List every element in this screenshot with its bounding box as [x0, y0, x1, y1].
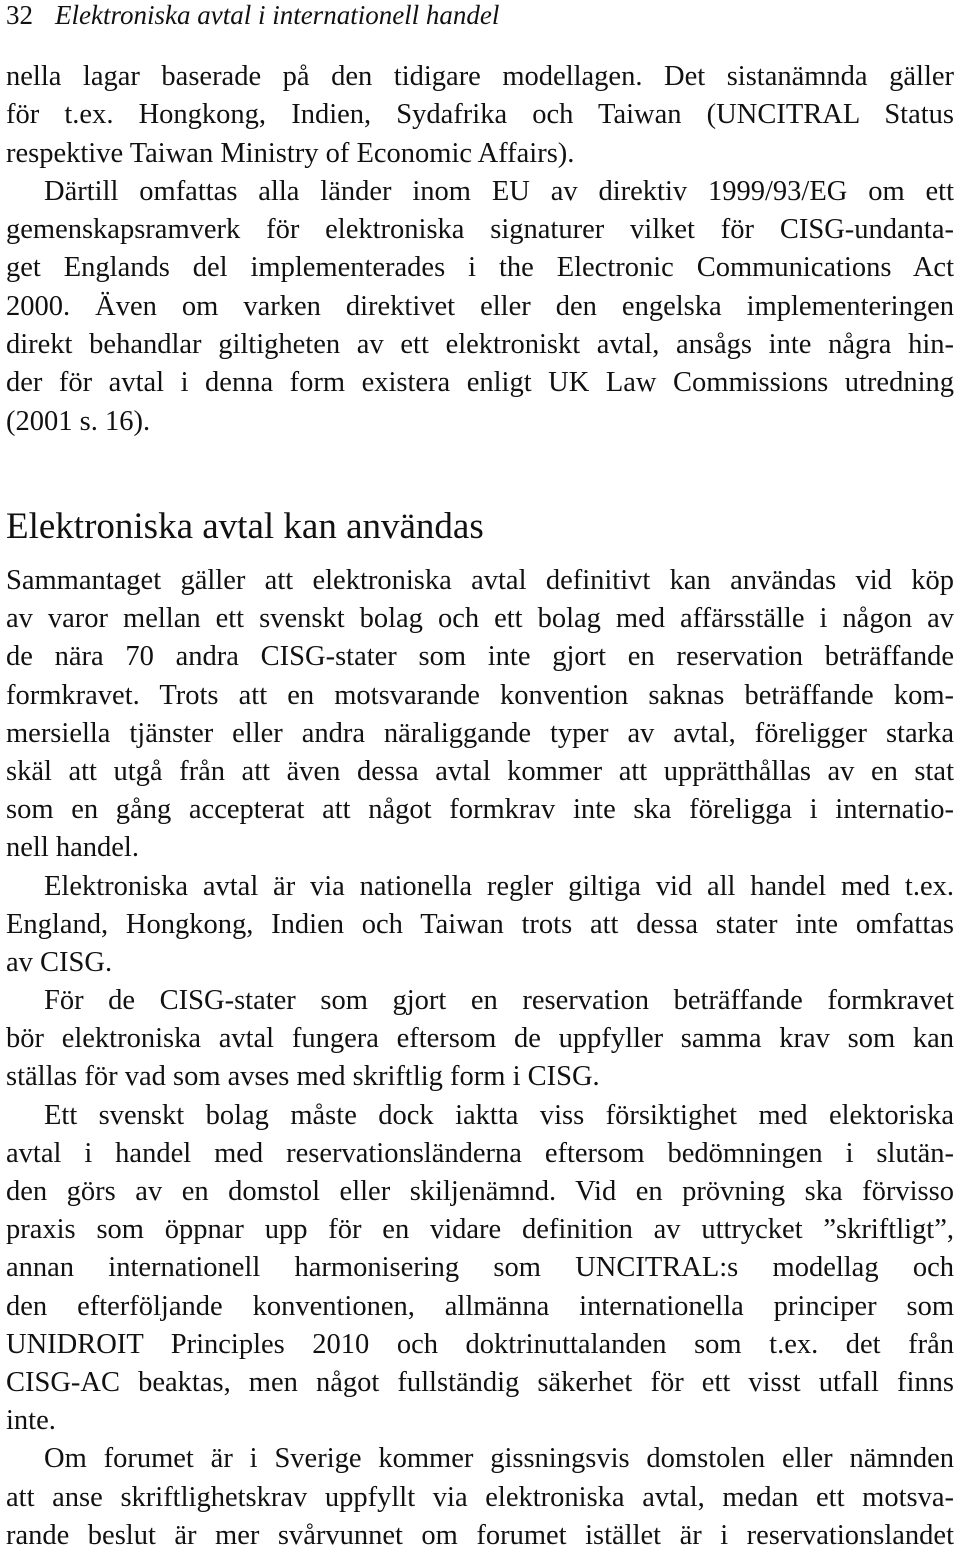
text-line: att anse skriftlighetskrav uppfyllt via elektroniska avtal, medan ett motsva- — [6, 1481, 954, 1513]
text-line: UNIDROIT Principles 2010 och doktrinuttalanden som t.ex. det från — [6, 1328, 954, 1360]
text-line: der för avtal i denna form existera enligt UK Law Commissions utredning — [6, 367, 954, 399]
text-line: Elektroniska avtal är via nationella regler giltiga vid all handel med t.ex. — [44, 870, 954, 902]
text-line: skäl att utgå från att även dessa avtal kommer att upprätthållas av en stat — [6, 755, 954, 787]
text-line: nella lagar baserade på den tidigare modellagen. Det sistanämnda gäller — [6, 61, 954, 92]
page-number: 32 — [6, 0, 33, 30]
running-head — [6, 0, 499, 30]
text-line: den görs av en domstol eller skiljenämnd. Vid en prövning ska förvisso — [6, 1176, 954, 1207]
text-line: formkravet. Trots att en motsvarande konvention saknas beträffande kom- — [6, 679, 954, 711]
text-line: get Englands del implementerades i the Electronic Communications Act — [6, 252, 954, 284]
text-line: England, Hongkong, Indien och Taiwan trots att dessa stater inte omfattas — [6, 908, 954, 940]
text-line: gemenskapsramverk för elektroniska signaturer vilket för CISG-undanta- — [6, 214, 954, 246]
text-line: praxis som öppnar upp för en vidare definition av uttrycket ”skriftligt”, — [6, 1214, 954, 1246]
text-line: av varor mellan ett svenskt bolag och ett bolag med affärsställe i någon av — [6, 603, 954, 635]
text-line: rande beslut är mer svårvunnet om forumet istället är i reservationslandet — [6, 1519, 954, 1551]
section-heading: Elektroniska avtal kan användas — [6, 506, 484, 547]
text-line: den efterföljande konventionen, allmänna internationella principer som — [6, 1290, 954, 1322]
text-line: Sammantaget gäller att elektroniska avtal definitivt kan användas vid köp — [6, 565, 954, 596]
text-line: nell handel. — [6, 832, 139, 864]
text-line: för t.ex. Hongkong, Indien, Sydafrika och Taiwan (UNCITRAL Status — [6, 99, 954, 131]
text-line: som en gång accepterat att något formkrav inte ska föreligga i internatio- — [6, 794, 954, 826]
text-line: För de CISG-stater som gjort en reservation beträffande formkravet — [44, 985, 954, 1017]
text-line: Ett svenskt bolag måste dock iaktta viss försiktighet med elektoriska — [44, 1099, 954, 1131]
intro-text-block — [6, 58, 954, 441]
text-line: mersiella tjänster eller andra näraliggande typer av avtal, föreligger starka — [6, 717, 954, 749]
text-line: avtal i handel med reservationsländerna eftersom bedömningen i slutän- — [6, 1137, 954, 1169]
text-line: Därtill omfattas alla länder inom EU av direktiv 1999/93/EG om ett — [44, 175, 954, 207]
text-line: respektive Taiwan Ministry of Economic Affairs). — [6, 137, 575, 169]
text-line: ställas för vad som avses med skriftlig form i CISG. — [6, 1061, 600, 1093]
text-line: 2000. Även om varken direktivet eller den engelska implementeringen — [6, 290, 954, 322]
text-line: inte. — [6, 1405, 56, 1437]
text-line: annan internationell harmonisering som UNCITRAL:s modellag och — [6, 1252, 954, 1284]
book-title: Elektroniska avtal i internationell handel — [55, 0, 500, 30]
text-line: bör elektroniska avtal fungera eftersom de uppfyller samma krav som kan — [6, 1023, 954, 1055]
text-line: (2001 s. 16). — [6, 405, 151, 437]
text-line: CISG-AC beaktas, men något fullständig säkerhet för ett visst utfall finns — [6, 1366, 954, 1398]
text-line: de nära 70 andra CISG-stater som inte gjort en reservation beträffande — [6, 641, 954, 673]
text-line: Om forumet är i Sverige kommer gissningsvis domstolen eller nämnden — [44, 1443, 954, 1475]
text-line: av CISG. — [6, 946, 113, 978]
text-line: direkt behandlar giltigheten av ett elektroniskt avtal, ansågs inte några hin- — [6, 329, 954, 361]
section-block — [6, 498, 954, 1555]
